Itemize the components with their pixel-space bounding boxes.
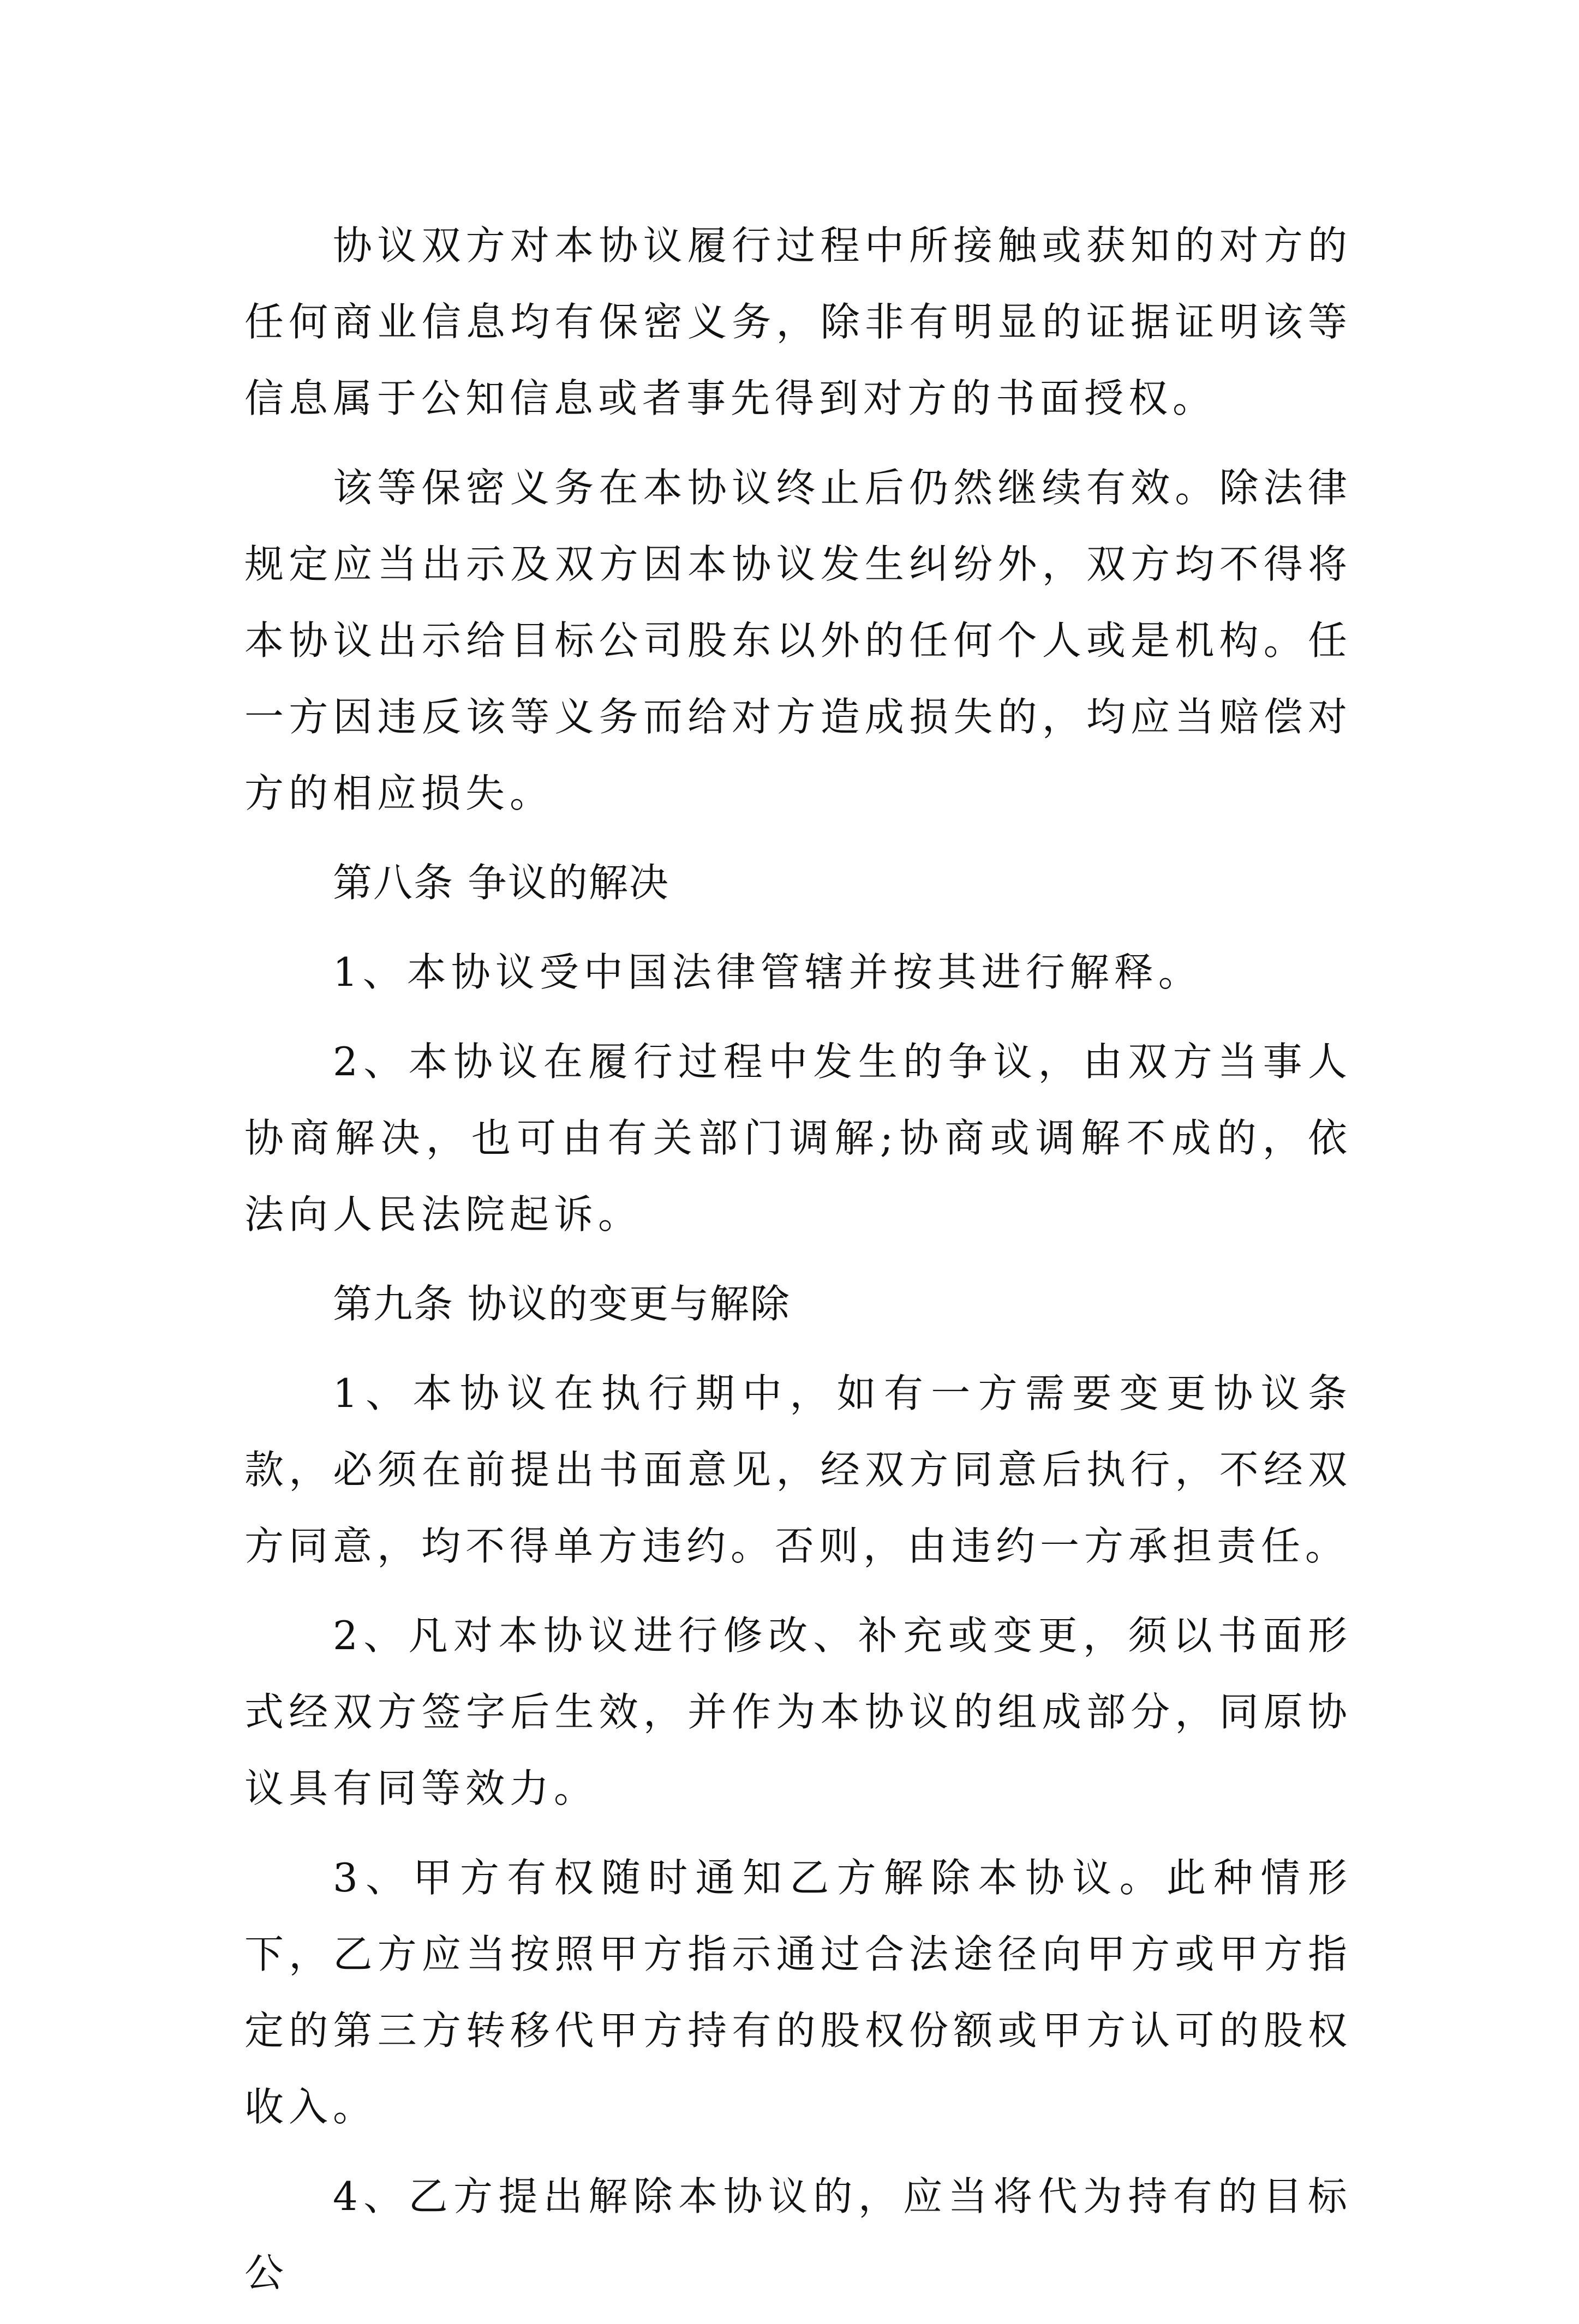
- article-9-clause-3: 3、甲方有权随时通知乙方解除本协议。此种情形下，乙方应当按照甲方指示通过合法途径向甲方或甲方指定的第三方转移代甲方持有的股权份额或甲方认可的股权收入。: [244, 1855, 1352, 2130]
- article-8-heading: 第八条 争议的解决: [333, 860, 669, 906]
- article-9-clause-1: 1、本协议在执行期中，如有一方需要变更协议条款，必须在前提出书面意见，经双方同意后执行，不经双方同意，均不得单方违约。否则，由违约一方承担责任。: [244, 1370, 1352, 1569]
- confidentiality-paragraph-2: 该等保密义务在本协议终止后仍然继续有效。除法律规定应当出示及双方因本协议发生纠纷外，双方均不得将本协议出示给目标公司股东以外的任何个人或是机构。任一方因违反该等义务而给对方造成损失的，均应当赔偿对方的相应损失。: [244, 465, 1352, 816]
- article-9-clause-4: 4、乙方提出解除本协议的，应当将代为持有的目标公: [244, 2173, 1352, 2296]
- article-9-heading: 第九条 协议的变更与解除: [333, 1281, 791, 1327]
- article-8-clause-2: 2、本协议在履行过程中发生的争议，由双方当事人协商解决，也可由有关部门调解;协商或调解不成的，依法向人民法院起诉。: [244, 1039, 1352, 1237]
- article-8-clause-1: 1、本协议受中国法律管辖并按其进行解释。: [333, 949, 1203, 995]
- article-9-clause-2: 2、凡对本协议进行修改、补充或变更，须以书面形式经双方签字后生效，并作为本协议的组成部分，同原协议具有同等效力。: [244, 1613, 1352, 1811]
- document-body: [244, 207, 1352, 2324]
- confidentiality-paragraph-1: 协议双方对本协议履行过程中所接触或获知的对方的任何商业信息均有保密义务，除非有明显的证据证明该等信息属于公知信息或者事先得到对方的书面授权。: [244, 223, 1352, 421]
